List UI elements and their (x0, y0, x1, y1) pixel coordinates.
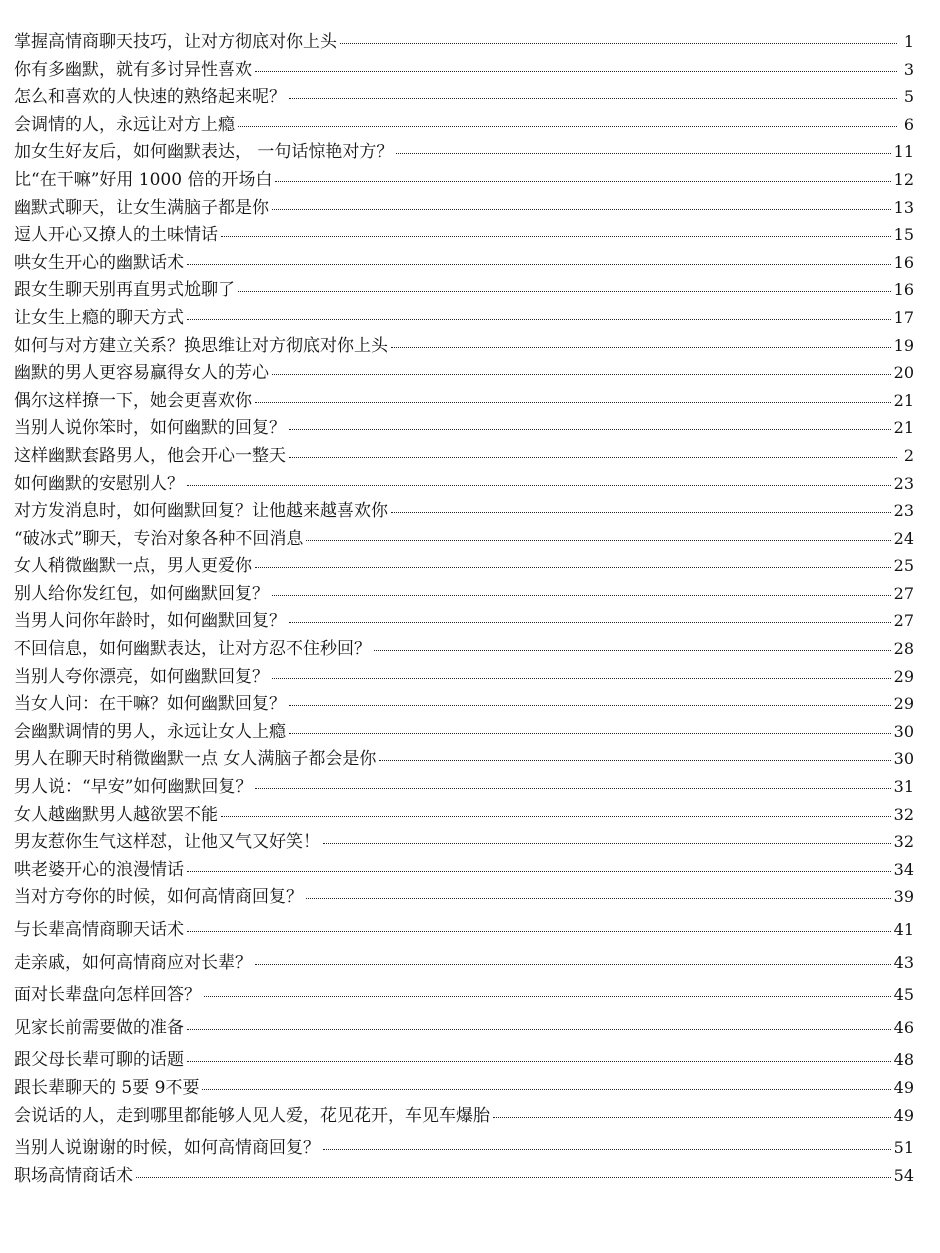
toc-entry-page-number: 31 (893, 777, 914, 797)
toc-entry (14, 690, 914, 718)
dot-leader (272, 374, 891, 375)
toc-entry (14, 773, 914, 801)
toc-entry-title: 你有多幽默，就有多讨异性喜欢 (14, 59, 252, 80)
toc-entry-page-number: 12 (893, 169, 914, 189)
toc-entry-title: 这样幽默套路男人，他会开心一整天 (14, 445, 286, 466)
dot-leader (306, 540, 890, 541)
toc-entry-title: 如何幽默的安慰别人？ (14, 473, 184, 494)
dot-leader (255, 964, 891, 965)
toc-entry-title: 幽默的男人更容易赢得女人的芳心 (14, 363, 269, 384)
toc-entry-title: 见家长前需要做的准备 (14, 1017, 184, 1038)
toc-entry (14, 470, 914, 498)
toc-entry-page-number: 27 (893, 611, 914, 631)
toc-entry-title: 当别人说谢谢的时候，如何高情商回复？ (14, 1138, 320, 1159)
toc-entry (14, 221, 914, 249)
toc-entry (14, 916, 914, 944)
dot-leader (396, 153, 890, 154)
toc-entry-page-number: 3 (903, 59, 914, 79)
dot-leader (187, 485, 891, 486)
toc-entry (14, 1074, 914, 1102)
toc-entry-page-number: 21 (893, 418, 914, 438)
dot-leader (374, 650, 891, 651)
toc-entry-page-number: 25 (893, 556, 914, 576)
toc-entry-page-number: 16 (893, 280, 914, 300)
toc-entry (14, 497, 914, 525)
toc-entry-title: 男人说：“早安”如何幽默回复？ (14, 777, 253, 798)
toc-entry-title: 会说话的人，走到哪里都能够人见人爱，花见花开，车见车爆胎 (14, 1105, 490, 1126)
toc-entry (14, 442, 914, 470)
table-of-contents (14, 28, 914, 1189)
dot-leader (272, 678, 891, 679)
toc-entry-title: 让女生上瘾的聊天方式 (14, 307, 184, 328)
dot-leader (221, 236, 891, 237)
toc-entry (14, 1102, 914, 1130)
toc-entry-title: 当别人说你笨时，如何幽默的回复？ (14, 418, 286, 439)
dot-leader (493, 1117, 891, 1118)
toc-entry-page-number: 29 (893, 694, 914, 714)
dot-leader (136, 1177, 891, 1178)
toc-entry (14, 663, 914, 691)
dot-leader (204, 996, 891, 997)
toc-entry (14, 801, 914, 829)
toc-entry-title: 女人越幽默男人越欲罢不能 (14, 804, 218, 825)
toc-entry-page-number: 11 (893, 142, 914, 162)
dot-leader (187, 931, 891, 932)
toc-entry-title: 如何与对方建立关系？换思维让对方彻底对你上头 (14, 335, 388, 356)
toc-entry-page-number: 39 (893, 887, 914, 907)
toc-entry-page-number: 32 (893, 832, 914, 852)
dot-leader (238, 291, 891, 292)
toc-entry-page-number: 28 (893, 639, 914, 659)
toc-entry-page-number: 23 (893, 501, 914, 521)
toc-entry-page-number: 54 (893, 1165, 914, 1185)
dot-leader (255, 71, 897, 72)
toc-entry (14, 28, 914, 56)
toc-entry (14, 580, 914, 608)
toc-entry-title: 与长辈高情商聊天话术 (14, 920, 184, 940)
toc-entry (14, 981, 914, 1009)
toc-entry (14, 138, 914, 166)
toc-entry-page-number: 49 (893, 1077, 914, 1097)
dot-leader (323, 843, 891, 844)
toc-entry (14, 414, 914, 442)
dot-leader (275, 181, 890, 182)
toc-entry-page-number: 43 (893, 952, 914, 972)
dot-leader (323, 1149, 891, 1150)
toc-entry-page-number: 30 (893, 749, 914, 769)
toc-entry-title: 当男人问你年龄时，如何幽默回复？ (14, 611, 286, 632)
toc-entry-title: 加女生好友后，如何幽默表达， 一句话惊艳对方？ (14, 142, 394, 163)
dot-leader (306, 898, 891, 899)
toc-entry-title: “破冰式”聊天，专治对象各种不回消息 (14, 528, 304, 549)
toc-entry (14, 856, 914, 884)
dot-leader (272, 595, 891, 596)
toc-entry-title: 哄老婆开心的浪漫情话 (14, 859, 184, 880)
dot-leader (221, 816, 891, 817)
toc-entry-title: 逗人开心又撩人的土味情话 (14, 225, 218, 246)
toc-entry (14, 249, 914, 277)
toc-entry-page-number: 32 (893, 804, 914, 824)
toc-entry (14, 387, 914, 415)
toc-entry (14, 1134, 914, 1162)
toc-entry (14, 56, 914, 84)
toc-entry-title: 当别人夸你漂亮，如何幽默回复？ (14, 666, 269, 687)
toc-entry (14, 607, 914, 635)
toc-entry (14, 525, 914, 553)
toc-entry (14, 359, 914, 387)
toc-entry-title: 会幽默调情的男人，永远让女人上瘾 (14, 721, 286, 742)
toc-entry-title: 比“在干嘛”好用 1000 倍的开场白 (14, 169, 273, 190)
toc-entry (14, 276, 914, 304)
dot-leader (187, 1029, 891, 1030)
toc-entry-title: 面对长辈盘向怎样回答？ (14, 985, 201, 1006)
dot-leader (255, 402, 891, 403)
dot-leader (255, 567, 891, 568)
toc-entry-page-number: 20 (893, 363, 914, 383)
dot-leader (238, 126, 897, 127)
dot-leader (272, 209, 891, 210)
toc-entry-page-number: 5 (903, 87, 914, 107)
toc-entry-page-number: 49 (893, 1105, 914, 1125)
toc-entry-page-number: 16 (893, 252, 914, 272)
toc-entry-page-number: 17 (893, 307, 914, 327)
toc-entry-title: 男友惹你生气这样怼，让他又气又好笑！ (14, 832, 320, 853)
toc-entry-page-number: 34 (893, 859, 914, 879)
toc-entry-title: 跟长辈聊天的 5要 9不要 (14, 1077, 200, 1098)
toc-entry-page-number: 27 (893, 583, 914, 603)
toc-entry-title: 怎么和喜欢的人快速的熟络起来呢？ (14, 87, 286, 108)
toc-entry-page-number: 46 (893, 1017, 914, 1037)
toc-entry (14, 718, 914, 746)
toc-entry-page-number: 51 (893, 1138, 914, 1158)
toc-entry (14, 745, 914, 773)
dot-leader (187, 319, 891, 320)
dot-leader (202, 1089, 890, 1090)
toc-entry-page-number: 21 (893, 390, 914, 410)
toc-entry-page-number: 24 (893, 528, 914, 548)
toc-entry-title: 偶尔这样撩一下，她会更喜欢你 (14, 390, 252, 411)
toc-entry-page-number: 6 (903, 114, 914, 134)
toc-entry (14, 194, 914, 222)
toc-entry (14, 552, 914, 580)
toc-entry-title: 当女人问：在干嘛？如何幽默回复？ (14, 694, 286, 715)
toc-entry-title: 跟女生聊天别再直男式尬聊了 (14, 280, 235, 301)
toc-entry-title: 哄女生开心的幽默话术 (14, 252, 184, 273)
toc-entry-page-number: 15 (893, 225, 914, 245)
dot-leader (340, 43, 897, 44)
toc-entry-page-number: 13 (893, 197, 914, 217)
toc-entry (14, 883, 914, 911)
dot-leader (289, 457, 897, 458)
dot-leader (187, 264, 891, 265)
toc-entry-page-number: 29 (893, 666, 914, 686)
toc-entry-title: 走亲戚，如何高情商应对长辈？ (14, 952, 252, 973)
dot-leader (187, 871, 891, 872)
toc-entry-title: 当对方夸你的时候，如何高情商回复？ (14, 887, 303, 908)
dot-leader (289, 705, 891, 706)
toc-entry-page-number: 2 (903, 445, 914, 465)
toc-entry-page-number: 23 (893, 473, 914, 493)
toc-entry (14, 1014, 914, 1042)
toc-entry-title: 掌握高情商聊天技巧，让对方彻底对你上头 (14, 32, 337, 52)
dot-leader (289, 733, 891, 734)
toc-entry (14, 828, 914, 856)
toc-entry (14, 166, 914, 194)
dot-leader (391, 347, 891, 348)
toc-entry-title: 跟父母长辈可聊的话题 (14, 1050, 184, 1071)
toc-entry (14, 111, 914, 139)
dot-leader (379, 760, 890, 761)
dot-leader (289, 98, 897, 99)
toc-entry-title: 别人给你发红包，如何幽默回复？ (14, 583, 269, 604)
toc-entry-title: 不回信息，如何幽默表达，让对方忍不住秒回？ (14, 639, 371, 660)
toc-entry-page-number: 48 (893, 1050, 914, 1070)
toc-entry-title: 职场高情商话术 (14, 1165, 133, 1186)
toc-entry (14, 1046, 914, 1074)
toc-entry-page-number: 30 (893, 721, 914, 741)
toc-entry-page-number: 45 (893, 985, 914, 1005)
toc-entry-page-number: 1 (903, 32, 914, 51)
dot-leader (391, 512, 891, 513)
toc-entry-page-number: 19 (893, 335, 914, 355)
toc-entry (14, 83, 914, 111)
toc-entry (14, 1162, 914, 1190)
toc-entry-title: 会调情的人，永远让对方上瘾 (14, 114, 235, 135)
toc-entry-title: 对方发消息时，如何幽默回复？让他越来越喜欢你 (14, 501, 388, 522)
dot-leader (255, 788, 890, 789)
dot-leader (289, 622, 891, 623)
toc-entry-title: 幽默式聊天，让女生满脑子都是你 (14, 197, 269, 218)
toc-entry (14, 635, 914, 663)
dot-leader (187, 1061, 891, 1062)
toc-entry-page-number: 41 (893, 920, 914, 939)
toc-entry-title: 男人在聊天时稍微幽默一点 女人满脑子都会是你 (14, 749, 377, 770)
dot-leader (289, 429, 891, 430)
toc-entry (14, 304, 914, 332)
toc-entry-title: 女人稍微幽默一点，男人更爱你 (14, 556, 252, 577)
toc-entry (14, 332, 914, 360)
toc-entry (14, 949, 914, 977)
